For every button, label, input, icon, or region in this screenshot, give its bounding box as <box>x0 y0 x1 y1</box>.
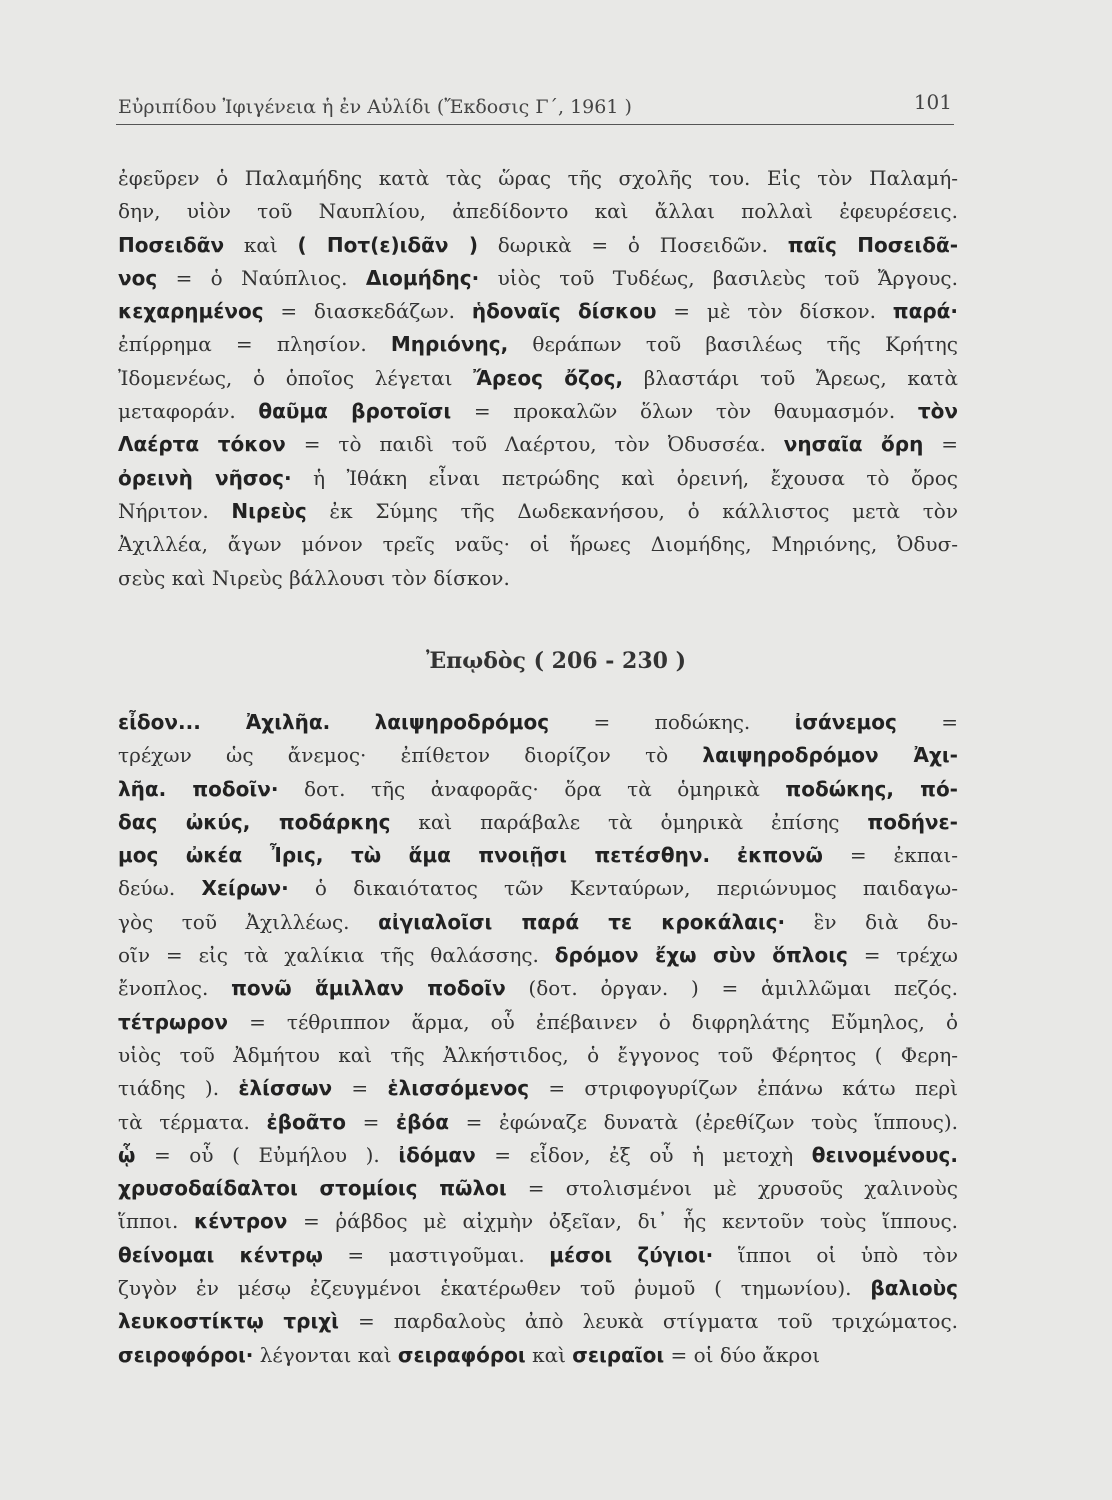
lemma-bold: βαλιοὺς <box>870 1276 958 1301</box>
lemma-bold: ἑλισσόμενος <box>387 1076 530 1101</box>
lemma-bold: Ποσειδᾶν <box>118 232 225 257</box>
lemma-bold: ἐβοᾶτο <box>266 1109 346 1134</box>
text-line <box>118 839 958 872</box>
gloss-text: υἱὸς τοῦ Ἀδμήτου καὶ τῆς Ἀλκήστιδος, ὁ ἔγγονος τοῦ Φέρητος ( Φερη- <box>118 1042 958 1067</box>
running-title: Εὐριπίδου Ἰφιγένεια ἡ ἐν Αὐλίδι (Ἔκδοσις Γ´, 1961 ) <box>118 96 632 118</box>
text-line <box>118 1239 958 1272</box>
lemma-bold: δρόμον ἔχω σὺν ὅπλοις <box>554 943 848 968</box>
gloss-text: τιάδης ). <box>118 1076 239 1101</box>
gloss-text <box>710 843 737 867</box>
lemma-bold: Χείρων· <box>201 876 289 901</box>
gloss-text: = ποδώκης. <box>549 710 795 734</box>
gloss-text: = ἐφώναζε δυνατὰ (ἐρεθίζων τοὺς ἵππους). <box>448 1109 958 1134</box>
gloss-text: = ῥάβδος μὲ αἰχμὴν ὀξεῖαν, δι᾽ ἧς κεντοῦν τοὺς ἵππους. <box>287 1209 958 1234</box>
gloss-text: ὁ δικαιότατος τῶν Κενταύρων, περιώνυμος παιδαγω- <box>288 876 958 901</box>
gloss-text <box>330 710 374 734</box>
lemma-bold: ποδήνε- <box>867 809 958 834</box>
lemma-bold: ἰσάνεμος <box>794 710 897 734</box>
gloss-text: = τέθριππον ἅρμα, οὗ ἐπέβαινεν ὁ διφρηλάτης Εὔμηλος, ὁ <box>228 1009 958 1034</box>
text-line <box>118 739 958 772</box>
text-line <box>118 262 958 295</box>
text-line <box>118 462 958 495</box>
lemma-bold: σειραφόροι <box>397 1342 526 1367</box>
lemma-bold: λαιψηροδρόμος <box>374 710 550 734</box>
lemma-bold: Νιρεὺς <box>231 498 307 523</box>
gloss-text: τρέχων ὡς ἄνεμος· ἐπίθετον διορίζον τὸ <box>118 743 703 768</box>
lemma-bold: μος ὠκέα Ἶρις, τὼ ἅμα πνοιῇσι πετέσθην. <box>118 843 711 868</box>
gloss-text: = ὁ Ναύπλιος. <box>157 265 366 290</box>
lemma-bold: τέτρωρον <box>118 1009 229 1034</box>
gloss-text: = εἶδον, ἐξ οὗ ἡ μετοχὴ <box>475 1142 812 1167</box>
gloss-text: = προκαλῶν ὅλων τὸν θαυμασμόν. <box>451 399 918 424</box>
text-line <box>118 1072 958 1105</box>
gloss-text: ἓν διὰ δυ- <box>785 909 958 934</box>
gloss-text: = <box>332 1076 388 1101</box>
lemma-bold: ᾧ <box>118 1142 136 1167</box>
lemma-bold: ὀρεινὴ νῆσος· <box>118 465 292 490</box>
gloss-text: (δοτ. ὀργαν. ) = ἁμιλλῶμαι πεζός. <box>505 976 958 1001</box>
text-line <box>118 1339 958 1372</box>
gloss-text: = <box>923 432 958 457</box>
section-title: Ἐπῳδὸς ( 206 - 230 ) <box>425 648 687 674</box>
text-line <box>118 1106 958 1139</box>
commentary-paragraph-1 <box>118 162 958 595</box>
lemma-bold: παῖς Ποσειδᾶ- <box>787 232 958 257</box>
lemma-bold: ἡδοναῖς δίσκου <box>471 299 657 324</box>
gloss-text: Νήριτον. <box>118 498 232 523</box>
lemma-bold: λευκοστίκτῳ τριχὶ <box>118 1309 339 1334</box>
gloss-text: μεταφοράν. <box>118 399 259 424</box>
lemma-bold: σειροφόροι· <box>118 1342 254 1367</box>
gloss-text: = ἐκπαι- <box>822 843 958 868</box>
gloss-text: ἐφεῦρεν ὁ Παλαμήδης κατὰ τὰς ὥρας τῆς σχολῆς του. Εἰς τὸν Παλαμή- <box>118 166 958 190</box>
gloss-text: γὸς τοῦ Ἀχιλλέως. <box>118 909 379 934</box>
text-line <box>118 1272 958 1305</box>
lemma-bold: ποδώκης, πό- <box>785 776 958 801</box>
text-line <box>118 395 958 428</box>
page-number: 101 <box>913 90 952 114</box>
gloss-text: καὶ <box>224 232 298 257</box>
commentary-paragraph-2 <box>118 706 958 1372</box>
lemma-bold: Λαέρτα τόκον <box>118 432 286 457</box>
text-line <box>118 939 958 972</box>
lemma-bold: νησαῖα ὄρη <box>783 432 924 457</box>
gloss-text: βλαστάρι τοῦ Ἄρεως, κατὰ <box>623 365 958 390</box>
lemma-bold: χρυσοδαίδαλτοι στομίοις πῶλοι <box>118 1176 507 1201</box>
lemma-bold: τὸν <box>917 399 958 424</box>
lemma-bold: θεινομένους. <box>811 1142 958 1167</box>
text-line <box>118 528 958 561</box>
lemma-bold: αἰγιαλοῖσι παρά τε κροκάλαις· <box>378 909 786 934</box>
text-line <box>118 1172 958 1205</box>
text-line <box>118 1305 958 1338</box>
gloss-text: = διασκεδάζων. <box>263 299 472 324</box>
gloss-text: ἵπποι. <box>118 1209 194 1234</box>
text-line <box>118 362 958 395</box>
gloss-text: ἡ Ἰθάκη εἶναι πετρώδης καὶ ὀρεινή, ἔχουσα τὸ ὄρος <box>291 465 958 490</box>
text-line <box>118 162 958 195</box>
gloss-text: = οὗ ( Εὐμήλου ). <box>135 1142 399 1167</box>
text-line <box>118 562 958 595</box>
gloss-text: τὰ τέρματα. <box>118 1109 267 1134</box>
text-line <box>118 229 958 262</box>
lemma-bold: Μηριόνης, <box>390 332 509 357</box>
text-line <box>118 428 958 461</box>
lemma-bold: παρά· <box>892 299 958 324</box>
gloss-text: = <box>896 710 958 734</box>
text-line <box>118 295 958 328</box>
gloss-text: δεύω. <box>118 876 202 901</box>
gloss-text: Ἀχιλλέα, ἄγων μόνον τρεῖς ναῦς· οἱ ἥρωες Διομήδης, Μηριόνης, Ὀδυσ- <box>118 532 958 557</box>
text-line <box>118 328 958 361</box>
gloss-text: = στριφογυρίζων ἐπάνω κάτω περὶ <box>529 1076 958 1101</box>
gloss-text: = τὸ παιδὶ τοῦ Λαέρτου, τὸν Ὀδυσσέα. <box>285 432 784 457</box>
text-line <box>118 706 958 739</box>
lemma-bold: κεχαρημένος <box>118 299 264 324</box>
text-line <box>118 1139 958 1172</box>
gloss-text: υἱὸς τοῦ Τυδέως, βασιλεὺς τοῦ Ἄργους. <box>479 265 958 290</box>
lemma-bold: Ἄρεος ὄζος, <box>473 365 624 390</box>
text-line <box>118 906 958 939</box>
lemma-bold: μέσοι ζύγιοι· <box>549 1242 714 1267</box>
gloss-text: Ἰδομενέως, ὁ ὁποῖος λέγεται <box>118 365 474 390</box>
lemma-bold: πονῶ ἅμιλλαν ποδοῖν <box>231 976 506 1001</box>
gloss-text: ἐπίρρημα = πλησίον. <box>118 332 391 357</box>
gloss-text: καὶ παράβαλε τὰ ὁμηρικὰ ἐπίσης <box>390 809 868 834</box>
lemma-bold: ἰδόμαν <box>398 1142 476 1167</box>
lemma-bold: Διομήδης· <box>365 265 480 290</box>
lemma-bold: ἐβόα <box>396 1109 449 1134</box>
lemma-bold: σειραῖοι <box>572 1342 665 1367</box>
lemma-bold: θαῦμα βροτοῖσι <box>258 399 452 424</box>
lemma-bold: λῆα. ποδοῖν· <box>118 776 279 801</box>
gloss-text: = τρέχω <box>847 943 958 968</box>
lemma-bold: δας ὠκύς, ποδάρκης <box>118 809 391 834</box>
gloss-text: σεὺς καὶ Νιρεὺς βάλλουσι τὸν δίσκον. <box>118 565 510 590</box>
gloss-text: = μὲ τὸν δίσκον. <box>656 299 893 324</box>
lemma-bold: νος <box>118 265 158 290</box>
gloss-text: ἔνοπλος. <box>118 976 232 1001</box>
header-rule <box>116 124 954 125</box>
text-line <box>118 195 958 228</box>
text-line <box>118 872 958 905</box>
gloss-text: λέγονται καὶ <box>253 1342 398 1367</box>
lemma-bold: θείνομαι κέντρῳ <box>118 1242 323 1267</box>
text-line <box>118 972 958 1005</box>
gloss-text: θεράπων τοῦ βασιλέως τῆς Κρήτης <box>508 332 958 357</box>
text-line <box>118 806 958 839</box>
gloss-text: δωρικὰ = ὁ Ποσειδῶν. <box>477 232 788 257</box>
gloss-text: ἐκ Σύμης τῆς Δωδεκανήσου, ὁ κάλλιστος μετὰ τὸν <box>306 498 958 523</box>
gloss-text: οῖν = εἰς τὰ χαλίκια τῆς θαλάσσης. <box>118 943 555 968</box>
lemma-bold: κέντρον <box>194 1209 288 1234</box>
gloss-text: ἵπποι οἱ ὑπὸ τὸν <box>713 1242 958 1267</box>
gloss-text: = <box>345 1109 397 1134</box>
lemma-bold: εἶδον... Ἀχιλῆα. <box>118 710 331 734</box>
gloss-text: δην, υἱὸν τοῦ Ναυπλίου, ἀπεδίδοντο καὶ ἄλλαι πολλαὶ ἐφευρέσεις. <box>118 199 958 224</box>
gloss-text: = οἱ δύο ἄκροι <box>664 1342 821 1367</box>
text-line <box>118 1205 958 1238</box>
gloss-text: = παρδαλοὺς ἀπὸ λευκὰ στίγματα τοῦ τριχώματος. <box>338 1309 958 1334</box>
text-line <box>118 773 958 806</box>
lemma-bold: ( Ποτ(ε)ιδᾶν ) <box>297 232 478 257</box>
gloss-text: ζυγὸν ἐν μέσῳ ἐζευγμένοι ἑκατέρωθεν τοῦ ῥυμοῦ ( τημωνίου). <box>118 1276 871 1301</box>
text-line <box>118 495 958 528</box>
lemma-bold: ἑλίσσων <box>238 1076 333 1101</box>
text-line <box>118 1039 958 1072</box>
gloss-text: = μαστιγοῦμαι. <box>322 1242 550 1267</box>
gloss-text: δοτ. τῆς ἀναφορᾶς· ὅρα τὰ ὁμηρικὰ <box>278 776 786 801</box>
lemma-bold: λαιψηροδρόμον Ἀχι- <box>702 743 958 768</box>
gloss-text: = στολισμένοι μὲ χρυσοῦς χαλινοὺς <box>506 1176 958 1201</box>
gloss-text: καὶ <box>525 1342 573 1367</box>
text-line <box>118 1006 958 1039</box>
lemma-bold: ἐκπονῶ <box>737 843 823 868</box>
